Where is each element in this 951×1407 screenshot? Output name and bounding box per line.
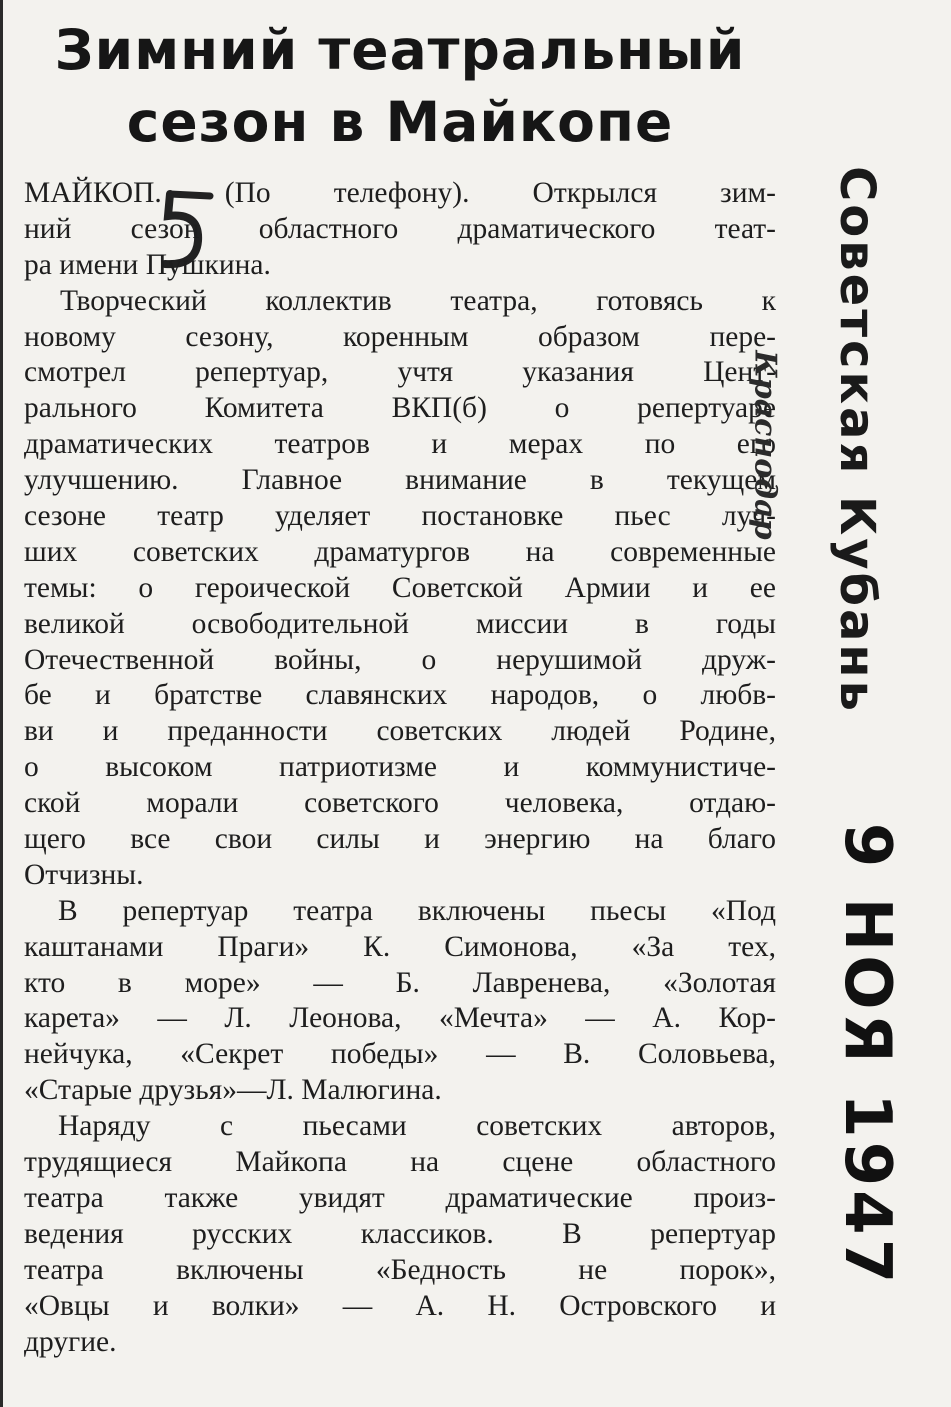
article-line: нейчука, «Секрет победы» — В. Соловьева, bbox=[24, 1038, 776, 1071]
article-line: ви и преданности советских людей Родине, bbox=[24, 715, 776, 748]
headline-line-2: сезон в Майкопе bbox=[126, 90, 674, 154]
article-line: «Овцы и волки» — А. Н. Островского и bbox=[24, 1289, 776, 1322]
stamp-source-text: Советская Кубань bbox=[829, 166, 885, 714]
article-line: сезоне театр уделяет постановке пьес луч- bbox=[24, 500, 776, 533]
article-line: улучшению. Главное внимание в текущем bbox=[24, 464, 776, 497]
article-line: щего все свои силы и энергию на благо bbox=[24, 823, 776, 856]
article-line: театра включены «Бедность не порок», bbox=[24, 1253, 776, 1286]
article-line: Творческий коллектив театра, готовясь к bbox=[60, 284, 776, 317]
article-line: Наряду с пьесами советских авторов, bbox=[58, 1110, 776, 1143]
article-line: каштанами Праги» К. Симонова, «За тех, bbox=[24, 930, 776, 963]
article-line: «Старые друзья»—Л. Малюгина. bbox=[24, 1074, 442, 1107]
article-line: ведения русских классиков. В репертуар bbox=[24, 1217, 776, 1250]
handwritten-city-text: Краснодар bbox=[747, 350, 783, 540]
article-line: ших советских драматургов на современные bbox=[24, 535, 776, 568]
article-line: рального Комитета ВКП(б) о репертуаре bbox=[24, 392, 776, 425]
article-line: смотрел репертуар, учтя указания Цент- bbox=[24, 356, 776, 389]
article-line: карета» — Л. Леонова, «Мечта» — А. Кор- bbox=[24, 1002, 776, 1035]
article-body bbox=[24, 176, 776, 1360]
article-line: ра имени Пушкина. bbox=[24, 248, 271, 281]
newspaper-source-stamp bbox=[822, 166, 892, 714]
headline-line-1: Зимний театральный bbox=[54, 18, 746, 82]
article-line: бе и братстве славянских народов, о любв- bbox=[24, 679, 776, 712]
article-line: В репертуар театра включены пьесы «Под bbox=[58, 894, 776, 927]
article-line: ний сезон областного драматического теат- bbox=[24, 212, 776, 245]
article-line: ской морали советского человека, отдаю- bbox=[24, 787, 776, 820]
handwritten-city-note bbox=[745, 295, 785, 595]
article-line: кто в море» — Б. Лавренева, «Золотая bbox=[24, 966, 776, 999]
article-line: Отечественной войны, о нерушимой друж- bbox=[24, 643, 776, 676]
article-headline bbox=[20, 14, 780, 158]
article-line: о высоком патриотизме и коммунистиче- bbox=[24, 751, 776, 784]
article-line: великой освободительной миссии в годы bbox=[24, 607, 776, 640]
article-line: Отчизны. bbox=[24, 858, 144, 891]
stamp-date-text: 9 НОЯ 1947 bbox=[830, 822, 904, 1288]
article-line: темы: о героической Советской Армии и ее bbox=[24, 571, 776, 604]
article-line: театра также увидят драматические произ- bbox=[24, 1181, 776, 1214]
date-stamp bbox=[822, 822, 912, 1288]
article-line: МАЙКОП. (По телефону). Открылся зим- bbox=[24, 177, 776, 209]
clipping-edge bbox=[0, 0, 3, 1407]
article-line: другие. bbox=[24, 1325, 117, 1358]
article-line: новому сезону, коренным образом пере- bbox=[24, 320, 776, 353]
article-line: трудящиеся Майкопа на сцене областного bbox=[24, 1146, 776, 1179]
article-line: драматических театров и мерах по его bbox=[24, 428, 776, 461]
